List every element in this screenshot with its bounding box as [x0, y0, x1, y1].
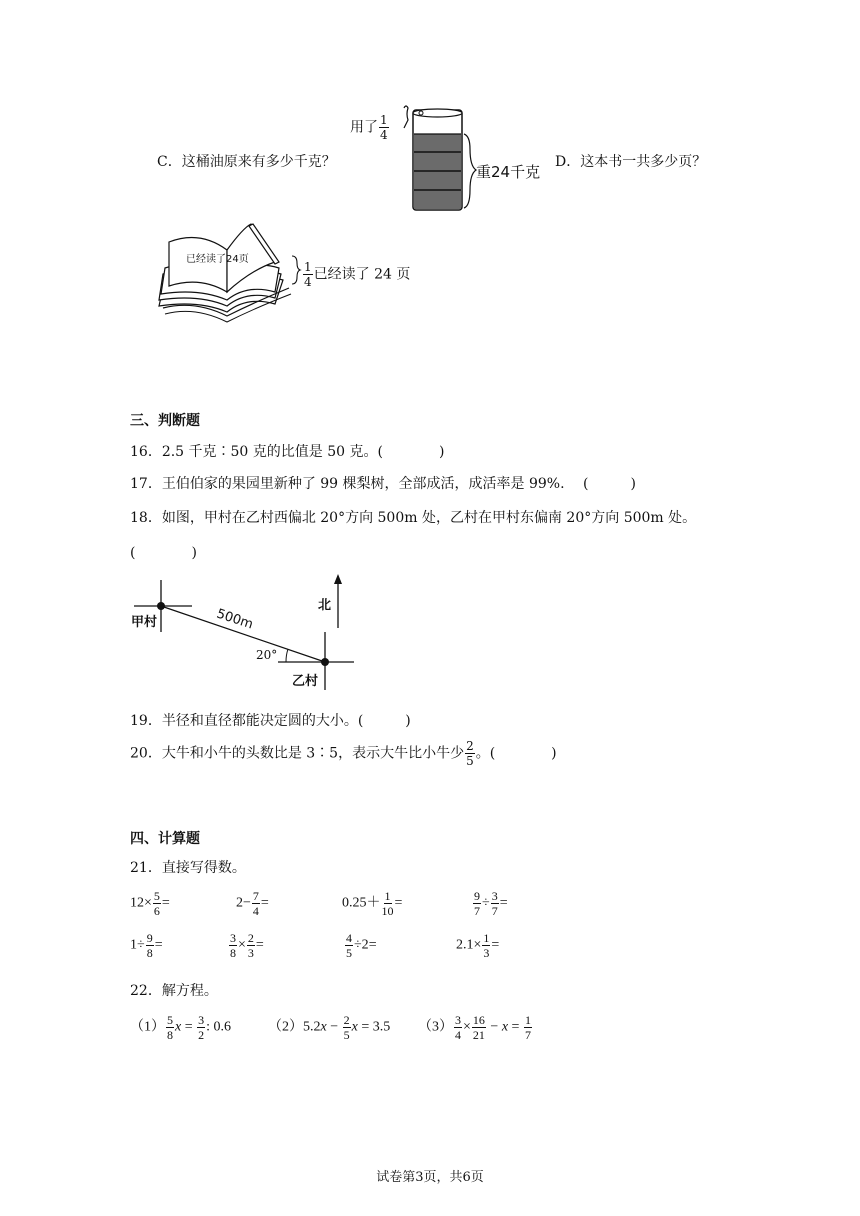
question-18-answer-blank: ( ) — [130, 545, 197, 561]
question-20: 20．大牛和小牛的头数比是 3∶5，表示大牛比小牛少 $\frac{2}{5}$ 。( ) — [130, 739, 557, 768]
question-19: 19．半径和直径都能决定圆的大小。( ) — [130, 713, 411, 729]
calc-r1-4: $\frac{9}{7}$ ÷ $\frac{3}{7}$ = — [474, 889, 508, 918]
question-18: 18．如图，甲村在乙村西偏北 20°方向 500m 处，乙村在甲村东偏南 20°方向 500m 处。 — [130, 510, 697, 526]
angle-label: 20° — [256, 648, 278, 662]
page-footer: 试卷第3页，共6页 — [376, 1170, 484, 1185]
calc-r2-3: $\frac{4}{5}$ ÷2= — [346, 931, 377, 960]
north-label: 北 — [318, 598, 332, 613]
section-4-title: 四、计算题 — [130, 831, 200, 847]
q15-option-d: D．这本书一共多少页？ — [555, 154, 707, 170]
book-brace-icon — [290, 254, 302, 286]
section-3-title: 三、判断题 — [130, 413, 200, 429]
village-b-label: 乙村 — [292, 674, 319, 689]
question-17: 17．王伯伯家的果园里新种了 99 棵梨树，全部成活，成活率是 99%. ( ) — [130, 476, 636, 492]
q15-option-c: C．这桶油原来有多少千克？ — [157, 154, 336, 170]
equation-1: （1） $\frac{5}{8}$ x = $\frac{3}{2}$ : 0.6 — [130, 1013, 232, 1042]
oil-barrel-illustration — [400, 104, 485, 214]
equation-3: （3） $\frac{3}{4}$ × $\frac{16}{21}$ − x = $\frac{1}{7}$ — [418, 1013, 531, 1042]
calc-r1-1: 12× $\frac{5}{6}$ = — [130, 889, 170, 918]
equation-2: （2）5.2x − $\frac{2}{5}$ x = 3.5 — [268, 1013, 391, 1042]
open-book-illustration — [155, 220, 295, 330]
book-read-label: $\frac{1}{4}$ 已经读了 24 页 — [304, 260, 411, 289]
question-21: 21．直接写得数。 — [130, 860, 246, 876]
barrel-used-label: 用了 $\frac{1}{4}$ — [350, 113, 388, 142]
calc-r2-1: 1÷ $\frac{9}{8}$ = — [130, 931, 163, 960]
direction-diagram — [128, 570, 368, 695]
barrel-weight-label: 重24千克 — [476, 163, 541, 181]
calc-r2-2: $\frac{3}{8}$ × $\frac{2}{3}$ = — [230, 931, 264, 960]
village-a-label: 甲村 — [131, 615, 158, 630]
question-16: 16．2.5 千克∶50 克的比值是 50 克。( ) — [130, 444, 445, 460]
calc-r1-2: 2− $\frac{7}{4}$ = — [236, 889, 269, 918]
question-22: 22．解方程。 — [130, 983, 218, 999]
book-page-text: 已经读了24页 — [186, 254, 249, 265]
distance-label: 500m — [214, 606, 255, 633]
calc-r2-4: 2.1× $\frac{1}{3}$ = — [456, 931, 500, 960]
calc-r1-3: 0.25＋ $\frac{1}{10}$ = — [342, 889, 403, 918]
